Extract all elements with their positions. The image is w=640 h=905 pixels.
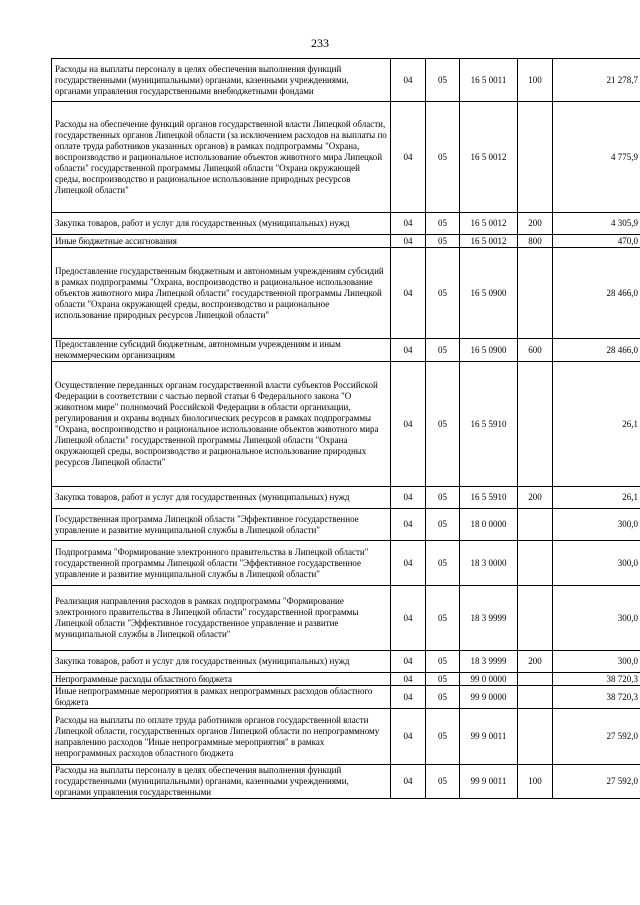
row-amount: 26,1 [553,362,640,487]
row-section: 04 [391,765,426,799]
row-subsection: 05 [426,765,460,799]
table-row [52,362,640,487]
row-section: 04 [391,673,426,686]
row-subsection: 05 [426,102,460,213]
row-section: 04 [391,213,426,235]
row-amount: 26,1 [553,487,640,509]
row-amount: 27 592,0 [553,765,640,799]
row-amount: 27 592,0 [553,709,640,765]
table-row [52,765,640,799]
row-target-code: 99 9 0011 [460,765,518,799]
table-row [52,213,640,235]
table-row [52,509,640,541]
row-target-code: 18 3 0000 [460,541,518,586]
row-section: 04 [391,59,426,102]
row-amount: 21 278,7 [553,59,640,102]
table-row [52,586,640,651]
row-expense-type [518,362,553,487]
row-target-code: 18 3 9999 [460,586,518,651]
row-name: Непрограммные расходы областного бюджета [52,673,391,686]
row-subsection: 05 [426,586,460,651]
row-amount: 300,0 [553,541,640,586]
table-row [52,673,640,686]
row-name: Расходы на выплаты по оплате труда работников органов государственной власти Липецкой области, государственных органов Липецкой области по непрограммному направлению расходов "Иные непрограммные мероприятия" в рамках непрограммных расходов областного бюджета [52,709,391,765]
table-row [52,102,640,213]
row-expense-type [518,248,553,339]
row-amount: 300,0 [553,586,640,651]
row-expense-type [518,586,553,651]
row-amount: 28 466,0 [553,339,640,362]
page-number: 233 [311,36,329,50]
table-row [52,339,640,362]
row-target-code: 16 5 5910 [460,362,518,487]
row-amount: 38 720,3 [553,673,640,686]
row-subsection: 05 [426,487,460,509]
table-row [52,686,640,709]
row-target-code: 99 0 0000 [460,673,518,686]
row-name: Предоставление субсидий бюджетным, автономным учреждениям и иным некоммерческим организациям [52,339,391,362]
row-name: Осуществление переданных органам государственной власти субъектов Российской Федерации в соответствии с частью первой статьи 6 Федерального закона "О животном мире" полномочий Российской Федерации в области организации, регулирования и охраны водных биологических ресурсов в рамках подпрограммы "Охрана, воспроизводство и рациональное использование объектов животного мира Липецкой области" государственной программы Липецкой области "Охрана окружающей среды, воспроизводство и рациональное использование природных ресурсов Липецкой области" [52,362,391,487]
row-amount: 4 775,9 [553,102,640,213]
row-section: 04 [391,339,426,362]
row-subsection: 05 [426,509,460,541]
row-expense-type: 100 [518,59,553,102]
row-expense-type [518,686,553,709]
table-row [52,709,640,765]
row-target-code: 16 5 5910 [460,487,518,509]
table-row [52,248,640,339]
row-name: Закупка товаров, работ и услуг для государственных (муниципальных) нужд [52,651,391,673]
row-section: 04 [391,248,426,339]
row-name: Закупка товаров, работ и услуг для государственных (муниципальных) нужд [52,213,391,235]
row-section: 04 [391,235,426,248]
row-amount: 300,0 [553,509,640,541]
table-row [52,59,640,102]
row-target-code: 99 9 0011 [460,709,518,765]
row-section: 04 [391,651,426,673]
row-name: Государственная программа Липецкой области "Эффективное государственное управление и развитие муниципальной службы в Липецкой области" [52,509,391,541]
row-subsection: 05 [426,59,460,102]
row-target-code: 18 0 0000 [460,509,518,541]
row-expense-type: 200 [518,651,553,673]
row-name: Расходы на выплаты персоналу в целях обеспечения выполнения функций государственными (муниципальными) органами, казенными учреждениями, органами управления государственными [52,765,391,799]
row-section: 04 [391,102,426,213]
row-target-code: 99 9 0000 [460,686,518,709]
table-row [52,235,640,248]
row-target-code: 16 5 0012 [460,235,518,248]
row-name: Закупка товаров, работ и услуг для государственных (муниципальных) нужд [52,487,391,509]
row-subsection: 05 [426,248,460,339]
row-section: 04 [391,487,426,509]
row-expense-type [518,709,553,765]
row-section: 04 [391,541,426,586]
row-subsection: 05 [426,541,460,586]
row-expense-type: 600 [518,339,553,362]
row-target-code: 18 3 9999 [460,651,518,673]
row-amount: 4 305,9 [553,213,640,235]
row-section: 04 [391,362,426,487]
row-section: 04 [391,509,426,541]
row-subsection: 05 [426,651,460,673]
budget-table [51,58,640,799]
row-section: 04 [391,586,426,651]
row-subsection: 05 [426,362,460,487]
table-row [52,487,640,509]
row-amount: 38 720,3 [553,686,640,709]
row-target-code: 16 5 0011 [460,59,518,102]
row-subsection: 05 [426,213,460,235]
row-name: Реализация направления расходов в рамках подпрограммы "Формирование электронного правительства в Липецкой области" государственной программы Липецкой области "Эффективное государственное управление и развитие муниципальной службы в Липецкой области" [52,586,391,651]
row-expense-type: 200 [518,487,553,509]
row-expense-type [518,673,553,686]
row-section: 04 [391,709,426,765]
row-amount: 300,0 [553,651,640,673]
row-amount: 28 466,0 [553,248,640,339]
table-row [52,651,640,673]
row-name: Расходы на выплаты персоналу в целях обеспечения выполнения функций государственными (муниципальными) органами, казенными учреждениями, органами управления государственными внебюджетными фондами [52,59,391,102]
row-expense-type: 800 [518,235,553,248]
row-name: Иные бюджетные ассигнования [52,235,391,248]
row-target-code: 16 5 0900 [460,339,518,362]
row-name: Подпрограмма "Формирование электронного правительства в Липецкой области" государственной программы Липецкой области "Эффективное государственное управление и развитие муниципальной службы в Липецкой области" [52,541,391,586]
row-subsection: 05 [426,709,460,765]
row-target-code: 16 5 0900 [460,248,518,339]
row-target-code: 16 5 0012 [460,102,518,213]
row-name: Предоставление государственным бюджетным и автономным учреждениям субсидий в рамках подпрограммы "Охрана, воспроизводство и рациональное использование объектов животного мира Липецкой области" государственной программы Липецкой области "Охрана окружающей среды, воспроизводство и рациональное использование природных ресурсов Липецкой области" [52,248,391,339]
row-expense-type: 100 [518,765,553,799]
row-amount: 470,0 [553,235,640,248]
row-subsection: 05 [426,235,460,248]
row-subsection: 05 [426,686,460,709]
row-name: Расходы на обеспечение функций органов государственной власти Липецкой области, государственных органов Липецкой области (за исключением расходов на выплаты по оплате труда работников указанных органов) в рамках подпрограммы "Охрана, воспроизводство и рациональное использование объектов животного мира Липецкой области" государственной программы Липецкой области "Охрана окружающей среды, воспроизводство и рациональное использование природных ресурсов Липецкой области" [52,102,391,213]
table-row [52,541,640,586]
row-subsection: 05 [426,673,460,686]
row-expense-type [518,102,553,213]
row-expense-type [518,509,553,541]
row-expense-type [518,541,553,586]
row-expense-type: 200 [518,213,553,235]
row-section: 04 [391,686,426,709]
row-name: Иные непрограммные мероприятия в рамках непрограммных расходов областного бюджета [52,686,391,709]
row-subsection: 05 [426,339,460,362]
row-target-code: 16 5 0012 [460,213,518,235]
